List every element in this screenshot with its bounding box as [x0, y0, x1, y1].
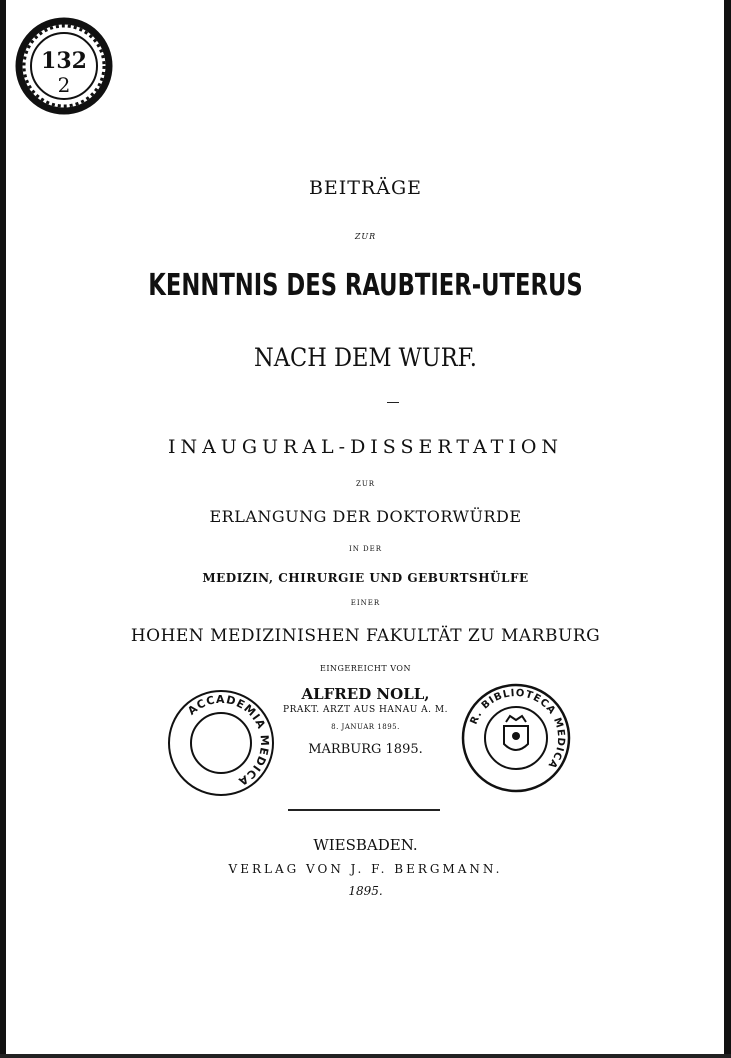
crest-icon	[504, 716, 528, 750]
submission-date: 8. JANUAR 1895.	[331, 723, 400, 731]
heading-zur: ZUR	[354, 232, 377, 241]
scan-edge-bottom	[0, 1054, 731, 1058]
erlangung-line: ERLANGUNG DER DOKTORWÜRDE	[209, 507, 522, 526]
in-der-label: IN DER	[348, 545, 383, 553]
short-divider	[387, 402, 399, 403]
svg-text:R. BIBLIOTECA MEDICA: R. BIBLIOTECA MEDICA	[468, 687, 567, 771]
eingereicht-label: EINGEREICHT VON	[320, 664, 411, 673]
imprint-city: WIESBADEN.	[313, 836, 418, 854]
dissertation-heading: INAUGURAL-DISSERTATION	[167, 436, 564, 458]
faculty-line: HOHEN MEDIZINISHEN FAKULTÄT ZU MARBURG	[130, 626, 601, 646]
einer-label: EINER	[350, 599, 381, 607]
zur-label: ZUR	[355, 480, 376, 488]
accademia-stamp	[166, 688, 276, 798]
scan-edge-left	[0, 0, 6, 1058]
subtitle: NACH DEM WURF.	[254, 343, 477, 372]
library-stamp-top	[14, 16, 114, 116]
author-name: ALFRED NOLL,	[301, 685, 430, 703]
author-role: PRAKT. ARZT AUS HANAU A. M.	[283, 705, 448, 715]
main-title: KENNTNIS DES RAUBTIER-UTERUS	[148, 268, 583, 303]
imprint-publisher: VERLAG VON J. F. BERGMANN.	[228, 862, 503, 876]
fields-line: MEDIZIN, CHIRURGIE UND GEBURTSHÜLFE	[202, 571, 529, 585]
svg-text:2: 2	[57, 73, 71, 97]
imprint-year: 1895.	[348, 884, 383, 898]
scan-edge-right	[724, 0, 731, 1058]
biblioteca-stamp	[460, 682, 572, 794]
heading-beitraege: BEITRÄGE	[308, 177, 423, 199]
long-divider	[288, 809, 440, 811]
place-year: MARBURG 1895.	[308, 742, 423, 757]
svg-text:132: 132	[41, 48, 87, 74]
svg-text:ACCADEMIA MEDICA: ACCADEMIA MEDICA	[185, 692, 272, 789]
